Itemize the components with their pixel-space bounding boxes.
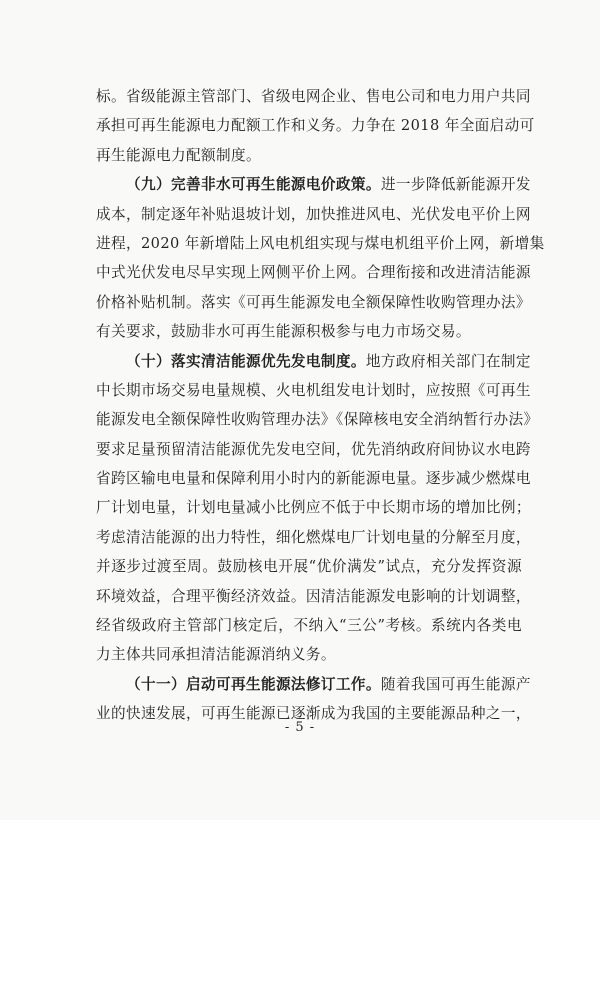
text-line-first [96,347,531,376]
text-line: 环境效益，合理平衡经济效益。因清洁能源发电影响的计划调整， [96,587,531,605]
text-line: 并逐步过渡至周。鼓励核电开展“优价满发”试点，充分发挥资源 [96,558,522,576]
text-line: 厂计划电量，计划电量减小比例应不低于中长期市场的增加比例； [96,499,531,517]
text-line: 能源发电全额保障性收购管理办法》《保障核电安全消纳暂行办法》 [96,411,539,429]
text-line: 省跨区输电电量和保障利用小时内的新能源电量。逐步减少燃煤电 [96,470,531,488]
text-run: 随着我国可再生能源产 [380,675,531,693]
text-line: 标。省级能源主管部门、省级电网企业、售电公司和电力用户共同 [96,88,531,105]
text-line: 进程，2020 年新增陆上风电机组实现与煤电机组平价上网，新增集 [96,234,545,252]
blank-margin [0,820,600,988]
text-line: 业的快速发展，可再生能源已逐渐成为我国的主要能源品种之一， [96,705,531,723]
text-line: 有关要求，鼓励非水可再生能源积极参与电力市场交易。 [96,323,471,341]
text-line: 成本，制定逐年补贴退坡计划，加快推进风电、光伏发电平价上网 [96,205,531,223]
paragraph-10 [96,347,539,670]
text-line: 考虑清洁能源的出力特性，细化燃煤电厂计划电量的分解至月度， [96,528,531,546]
body-text [96,82,545,729]
text-line: 承担可再生能源电力配额工作和义务。力争在 2018 年全面启动可 [96,117,535,135]
text-line: 经省级政府主管部门核定后，不纳入“三公”考核。系统内各类电 [96,617,522,635]
text-run: 进一步降低新能源开发 [380,176,531,194]
paragraph-9 [96,170,545,346]
section-heading-9: （九）完善非水可再生能源电价政策。 [126,176,381,194]
page-number: - 5 - [284,720,316,735]
section-heading-11: （十一）启动可再生能源法修订工作。 [126,675,381,693]
text-line-first [96,670,531,699]
text-line: 要求足量预留清洁能源优先发电空间，优先消纳政府间协议水电跨 [96,440,531,458]
text-line: 再生能源电力配额制度。 [96,146,261,164]
section-heading-10: （十）落实清洁能源优先发电制度。 [126,352,366,370]
text-line: 中式光伏发电尽早实现上网侧平价上网。合理衔接和改进清洁能源 [96,264,531,282]
text-line: 中长期市场交易电量规模、火电机组发电计划时，应按照《可再生 [96,381,531,399]
text-line-first [96,170,531,199]
paragraph-continuation [96,82,535,170]
text-line: 力主体共同承担清洁能源消纳义务。 [96,646,336,664]
text-line: 价格补贴机制。落实《可再生能源发电全额保障性收购管理办法》 [96,293,531,311]
text-run: 地方政府相关部门在制定 [365,352,531,370]
